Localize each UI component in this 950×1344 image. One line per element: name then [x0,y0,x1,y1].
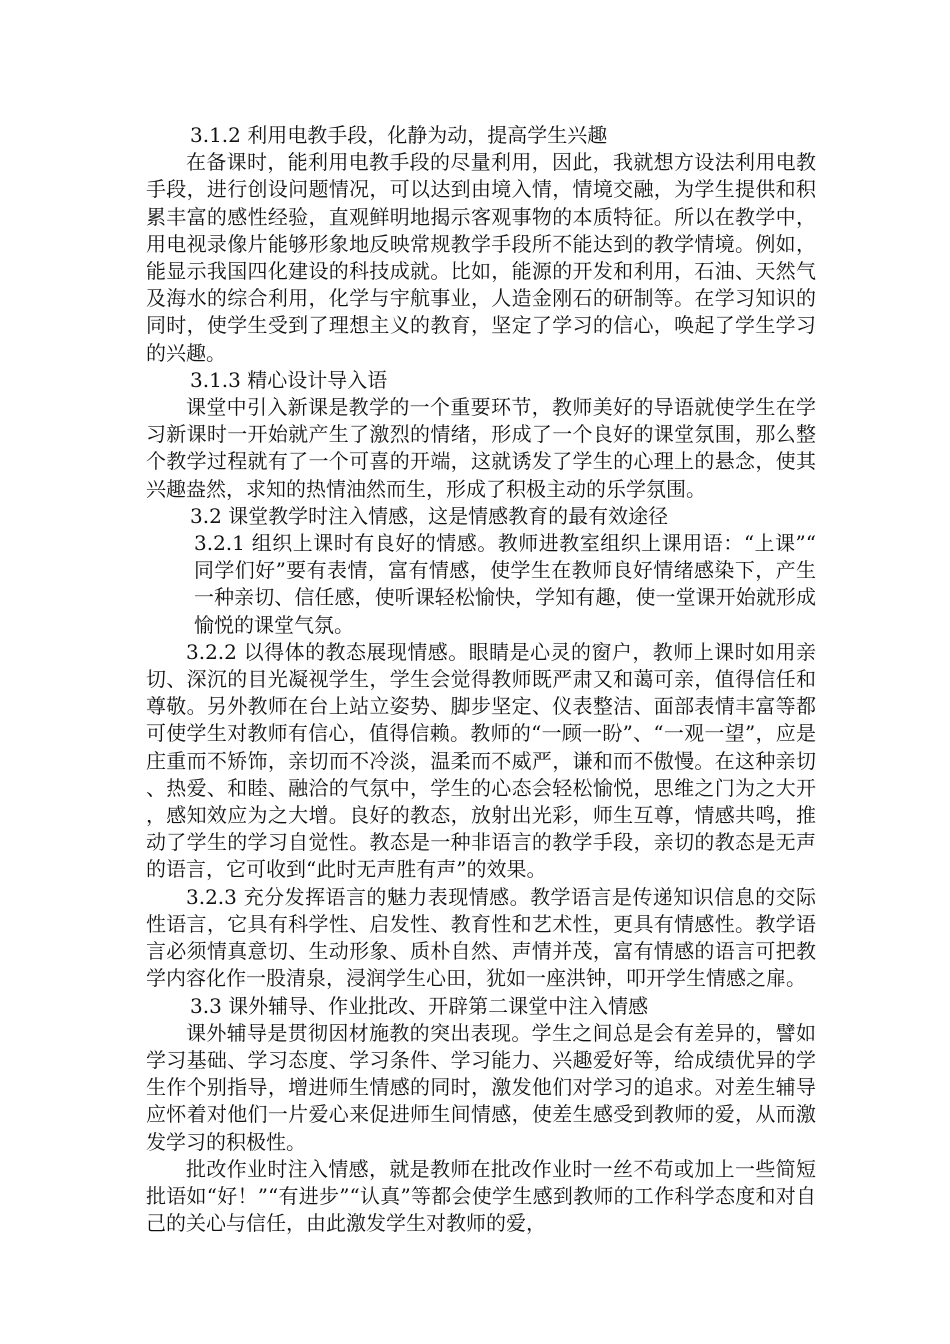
section-heading-3-1-2: 3.1.2 利用电教手段，化静为动，提高学生兴趣 [190,123,608,147]
paragraph-3-2-1: 3.2.1 组织上课时有良好的情感。教师进教室组织上课用语：“上课”“同学们好”要有表情，富有情感，使学生在教师良好情绪感染下，产生一种亲切、信任感，使听课轻松愉快，学知有趣，使一堂课开始就形成愉悦的课堂气氛。 [194,531,816,637]
paragraph-homework: 批改作业时注入情感，就是教师在批改作业时一丝不苟或加上一些简短批语如“好！”“有进步”“认真”等都会使学生感到教师的工作科学态度和对自己的关心与信任，由此激发学生对教师的爱， [146,1156,816,1236]
section-heading-3-1-3: 3.1.3 精心设计导入语 [190,367,388,392]
paragraph-3-2-3: 3.2.3 充分发挥语言的魅力表现情感。教学语言是传递知识信息的交际性语言，它具有科学性、启发性、教育性和艺术性，更具有情感性。教学语言必须情真意切、生动形象、质朴自然、声情并茂，富有情感的语言可把教学内容化作一股清泉，浸润学生心田，犹如一座洪钟，叩开学生情感之扉。 [146,884,816,991]
paragraph-tutoring: 课外辅导是贯彻因材施教的突出表现。学生之间总是会有差异的，譬如学习基础、学习态度、学习条件、学习能力、兴趣爱好等，给成绩优异的学生作个别指导，增进师生情感的同时，激发他们对学习的追求。对差生辅导应怀着对他们一片爱心来促进师生间情感，使差生感受到教师的爱，从而激发学习的积极性。 [146,1020,816,1154]
paragraph-electronic-teaching: 在备课时，能利用电教手段的尽量利用，因此，我就想方设法利用电教手段，进行创设问题情况，可以达到由境入情，情境交融，为学生提供和积累丰富的感性经验，直观鲜明地揭示客观事物的本质特征。所以在教学中，用电视录像片能够形象地反映常规教学手段所不能达到的教学情境。例如，能显示我国四化建设的科技成就。比如，能源的开发和利用，石油、天然气及海水的综合利用，化学与宇航事业，人造金刚石的研制等。在学习知识的同时，使学生受到了理想主义的教育，坚定了学习的信心，唤起了学生学习的兴趣。 [146,150,816,365]
paragraph-lead-in: 课堂中引入新课是教学的一个重要环节，教师美好的导语就使学生在学习新课时一开始就产生了激烈的情绪，形成了一个良好的课堂氛围，那么整个教学过程就有了一个可喜的开端，这就诱发了学生的心理上的悬念，使其兴趣盎然，求知的热情油然而生，形成了积极主动的乐学氛围。 [146,395,816,501]
paragraph-3-2-2: 3.2.2 以得体的教态展现情感。眼睛是心灵的窗户，教师上课时如用亲切、深沉的目光凝视学生，学生会觉得教师既严肃又和蔼可亲，值得信任和尊敬。另外教师在台上站立姿势、脚步坚定、仪表整洁、面部表情丰富等都可使学生对教师有信心，值得信赖。教师的“一顾一盼”、“一观一望”，应是庄重而不矫饰，亲切而不冷淡，温柔而不威严，谦和而不傲慢。在这种亲切、热爱、和睦、融洽的气氛中，学生的心态会轻松愉悦，思维之门为之大开，感知效应为之大增。良好的教态，放射出光彩，师生互尊，情感共鸣，推动了学生的学习自觉性。教态是一种非语言的教学手段，亲切的教态是无声的语言，它可收到“此时无声胜有声”的效果。 [146,639,816,882]
section-heading-3-3: 3.3 课外辅导、作业批改、开辟第二课堂中注入情感 [190,993,649,1018]
section-heading-3-2: 3.2 课堂教学时注入情感，这是情感教育的最有效途径 [190,503,669,528]
document-page [146,122,816,1237]
